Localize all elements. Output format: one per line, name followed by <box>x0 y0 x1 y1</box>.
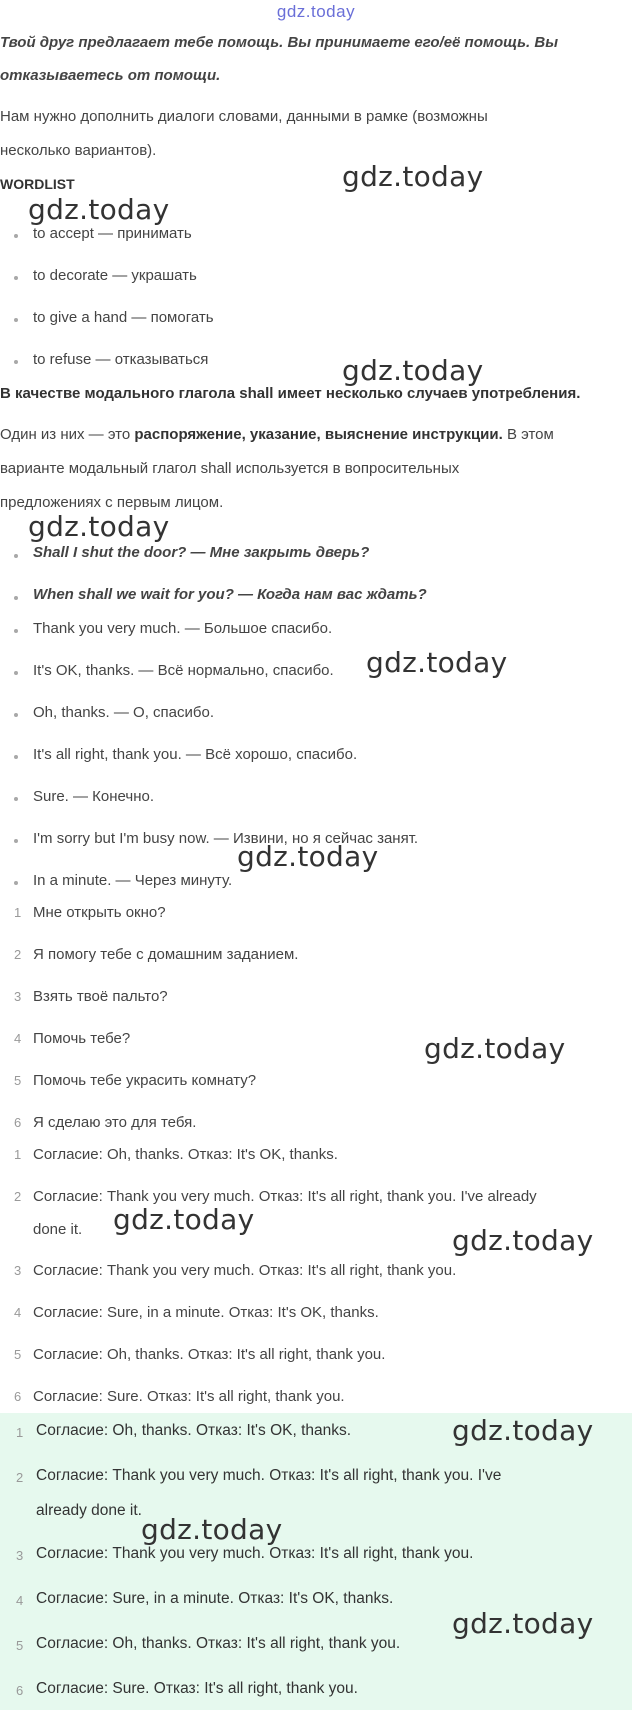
highlighted-answer-number: 1 <box>16 1425 24 1440</box>
modal-paragraph-line1 <box>0 426 554 443</box>
question-number: 4 <box>14 1031 22 1046</box>
answer-text: Согласие: Thank you very much. Отказ: It's all right, thank you. <box>33 1262 457 1279</box>
watermark: gdz.today <box>452 1224 594 1257</box>
site-header[interactable]: gdz.today <box>276 2 356 21</box>
wordlist-item: to accept — принимать <box>33 225 192 242</box>
highlighted-answer-number: 5 <box>16 1638 24 1653</box>
bullet-dot <box>14 554 18 558</box>
intro-line2: несколько вариантов). <box>0 142 157 159</box>
bullet-dot <box>14 596 18 600</box>
answer-number: 6 <box>14 1389 22 1404</box>
answer-number: 4 <box>14 1305 22 1320</box>
phrase-item: I'm sorry but I'm busy now. — Извини, но я сейчас занят. <box>33 830 419 847</box>
answer-text-continued: done it. <box>33 1221 83 1238</box>
answer-number: 5 <box>14 1347 22 1362</box>
bullet-dot <box>14 318 18 322</box>
question-number: 5 <box>14 1073 22 1088</box>
bullet-dot <box>14 629 18 633</box>
phrase-item: It's all right, thank you. — Всё хорошо, спасибо. <box>33 746 358 763</box>
highlighted-answer-text: Согласие: Thank you very much. Отказ: It's all right, thank you. I've <box>36 1467 502 1484</box>
question-number: 3 <box>14 989 22 1004</box>
answer-text: Согласие: Sure, in a minute. Отказ: It's OK, thanks. <box>33 1304 379 1321</box>
highlighted-answer-text: Согласие: Sure, in a minute. Отказ: It's OK, thanks. <box>36 1590 394 1607</box>
watermark: gdz.today <box>141 1513 283 1546</box>
highlighted-answer-text: Согласие: Oh, thanks. Отказ: It's OK, thanks. <box>36 1422 352 1439</box>
highlighted-answer-number: 3 <box>16 1548 24 1563</box>
answer-number: 1 <box>14 1147 22 1162</box>
watermark: gdz.today <box>342 354 484 387</box>
watermark: gdz.today <box>28 510 170 543</box>
bullet-dot <box>14 797 18 801</box>
bullet-dot <box>14 839 18 843</box>
watermark: gdz.today <box>28 193 170 226</box>
answer-number: 2 <box>14 1189 22 1204</box>
watermark: gdz.today <box>452 1414 594 1447</box>
highlighted-answer-text: Согласие: Oh, thanks. Отказ: It's all right, thank you. <box>36 1635 401 1652</box>
question-text: Я сделаю это для тебя. <box>33 1114 197 1131</box>
task-instruction-line1: Твой друг предлагает тебе помощь. Вы принимаете его/её помощь. Вы <box>0 34 559 51</box>
question-text: Взять твоё пальто? <box>33 988 168 1005</box>
highlighted-answer-number: 6 <box>16 1683 24 1698</box>
wordlist-item: to refuse — отказываться <box>33 351 209 368</box>
question-number: 1 <box>14 905 22 920</box>
bullet-dot <box>14 671 18 675</box>
bullet-dot <box>14 713 18 717</box>
watermark: gdz.today <box>366 646 508 679</box>
task-instruction-line2: отказываетесь от помощи. <box>0 67 221 84</box>
phrase-item: It's OK, thanks. — Всё нормально, спасибо. <box>33 662 334 679</box>
highlighted-answer-text-continued: already done it. <box>36 1502 142 1519</box>
watermark: gdz.today <box>424 1032 566 1065</box>
bullet-dot <box>14 234 18 238</box>
bullet-dot <box>14 276 18 280</box>
question-number: 2 <box>14 947 22 962</box>
answer-text: Согласие: Thank you very much. Отказ: It's all right, thank you. I've already <box>33 1188 537 1205</box>
bullet-dot <box>14 881 18 885</box>
intro-line1: Нам нужно дополнить диалоги словами, данными в рамке (возможны <box>0 108 488 125</box>
highlighted-answer-text: Согласие: Thank you very much. Отказ: It's all right, thank you. <box>36 1545 474 1562</box>
modal-heading: В качестве модального глагола shall имеет несколько случаев употребления. <box>0 385 581 402</box>
example-item: When shall we wait for you? — Когда нам вас ждать? <box>33 586 427 603</box>
wordlist-heading: WORDLIST <box>0 176 75 192</box>
answer-text: Согласие: Oh, thanks. Отказ: It's OK, thanks. <box>33 1146 338 1163</box>
wordlist-item: to decorate — украшать <box>33 267 197 284</box>
phrase-item: Thank you very much. — Большое спасибо. <box>33 620 333 637</box>
question-text: Мне открыть окно? <box>33 904 166 921</box>
example-item: Shall I shut the door? — Мне закрыть дверь? <box>33 544 370 561</box>
answer-number: 3 <box>14 1263 22 1278</box>
bullet-dot <box>14 360 18 364</box>
highlighted-answer-number: 2 <box>16 1470 24 1485</box>
wordlist-item: to give a hand — помогать <box>33 309 214 326</box>
question-text: Я помогу тебе с домашним заданием. <box>33 946 299 963</box>
phrase-item: Oh, thanks. — О, спасибо. <box>33 704 214 721</box>
question-text: Помочь тебе украсить комнату? <box>33 1072 257 1089</box>
watermark: gdz.today <box>452 1607 594 1640</box>
answer-text: Согласие: Sure. Отказ: It's all right, thank you. <box>33 1388 345 1405</box>
watermark: gdz.today <box>237 840 379 873</box>
watermark: gdz.today <box>113 1203 255 1236</box>
bullet-dot <box>14 755 18 759</box>
question-number: 6 <box>14 1115 22 1130</box>
watermark: gdz.today <box>342 160 484 193</box>
modal-paragraph-prefix: Один из них — это <box>0 426 135 443</box>
phrase-item: In a minute. — Через минуту. <box>33 872 233 889</box>
question-text: Помочь тебе? <box>33 1030 131 1047</box>
answer-text: Согласие: Oh, thanks. Отказ: It's all right, thank you. <box>33 1346 386 1363</box>
highlighted-answer-number: 4 <box>16 1593 24 1608</box>
modal-paragraph-bold: распоряжение, указание, выяснение инструкции. <box>134 426 503 443</box>
phrase-item: Sure. — Конечно. <box>33 788 155 805</box>
modal-paragraph-line2: варианте модальный глагол shall используется в вопросительных <box>0 460 460 477</box>
modal-paragraph-suffix: В этом <box>502 426 554 443</box>
modal-paragraph-line3: предложениях с первым лицом. <box>0 494 224 511</box>
highlighted-answer-text: Согласие: Sure. Отказ: It's all right, thank you. <box>36 1680 358 1697</box>
